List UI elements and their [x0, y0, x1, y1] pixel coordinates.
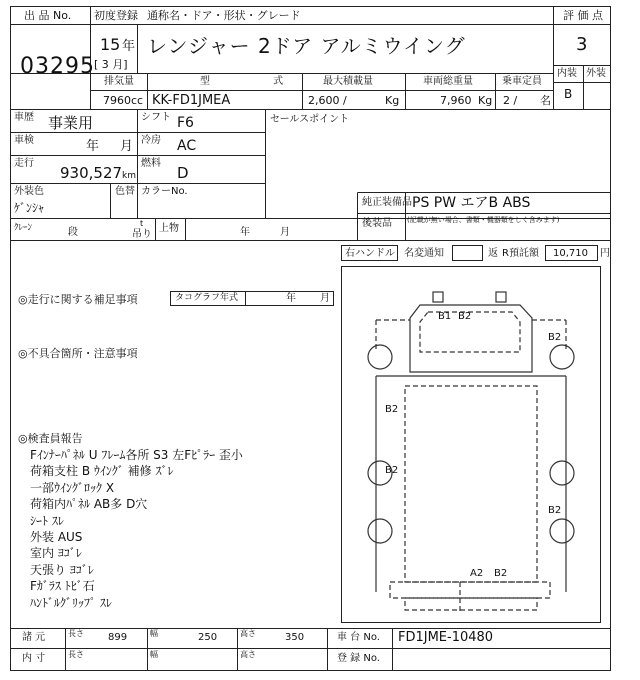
report-line: 外装 AUS: [30, 530, 83, 545]
wheel-rear1-right: [550, 461, 574, 485]
shift-value: F6: [177, 115, 194, 131]
wheel-rear2-left: [368, 519, 392, 543]
color-change-label: 色替: [115, 186, 135, 197]
tacho-month: 月: [320, 293, 330, 304]
crane-hang: 吊り: [132, 229, 152, 240]
type-value: KK-FD1JMEA: [152, 93, 231, 108]
height-label: 高さ: [240, 629, 256, 638]
first-reg-label: 初度登録: [94, 9, 138, 22]
aftermarket-note: (記載が無い場合、書類・機器類をしく含みます): [407, 216, 560, 224]
displacement-value: 7960: [103, 94, 131, 107]
chassis-value: FD1JME-10480: [398, 630, 494, 645]
cargo-box: [405, 386, 537, 582]
damage-mark: B1: [438, 311, 452, 322]
shift-label: シフト: [141, 112, 171, 123]
report-line: 一部ｳｲﾝｸﾞﾛｯｸ X: [30, 480, 115, 495]
reg-month: [ 3 月]: [94, 58, 128, 71]
grade-value: 3: [576, 34, 588, 55]
inspection-label: 車検: [14, 135, 34, 146]
damage-mark: B2: [385, 404, 399, 415]
history-value: 事業用: [48, 114, 94, 132]
upper-month: 月: [280, 227, 290, 238]
recycle-unit: 円: [600, 248, 610, 259]
wheel-front-right: [550, 345, 574, 369]
chassis-label: 車 台 No.: [337, 632, 380, 643]
ac-label: 冷房: [141, 135, 161, 146]
report-line: ｼｰﾄ ｽﾚ: [30, 513, 64, 528]
lot-number: 03295: [20, 54, 95, 79]
color-no-label: カラーNo.: [141, 186, 188, 197]
reg-year-unit: 年: [122, 39, 136, 54]
grade-label: 評 価 点: [563, 9, 603, 22]
damage-mark: B2: [385, 465, 399, 476]
ac-value: AC: [177, 138, 197, 154]
displacement-unit: cc: [131, 94, 144, 107]
max-load-label: 最大積載量: [323, 76, 373, 87]
supplement-heading: ◎走行に関する補足事項: [18, 293, 138, 306]
interior-length-label: 長さ: [68, 650, 84, 659]
recycle-label: R預託額: [502, 248, 539, 259]
mileage-value: 930,527: [60, 164, 123, 182]
length-label: 長さ: [68, 629, 84, 638]
inspector-heading: ◎検査員報告: [18, 432, 83, 445]
report-line: Fｶﾞﾗｽ ﾄﾋﾞ石: [30, 579, 95, 594]
tacho-year: 年: [286, 293, 296, 304]
recycle-value: 10,710: [553, 248, 588, 259]
mileage-return: 返: [488, 248, 498, 259]
history-label: 車歴: [14, 112, 34, 123]
reg-year: 15: [100, 35, 121, 54]
max-load-unit: Kg: [385, 94, 400, 107]
ext-color-label: 外装色: [14, 186, 44, 197]
interior-height-label: 高さ: [240, 650, 256, 659]
aftermarket-label: 後装品: [362, 218, 392, 229]
report-line: 荷箱支柱 B ｳｲﾝｸﾞ 補修 ｽﾞﾚ: [30, 464, 174, 479]
mileage-unit: km: [122, 171, 136, 181]
gross-weight-value: 7,960: [440, 94, 472, 107]
upper-year: 年: [240, 227, 250, 238]
fuel-value: D: [177, 164, 189, 182]
model-name: レンジャー 2ドア アルミウイング: [147, 34, 466, 58]
gross-weight-unit: Kg: [478, 94, 493, 107]
name-change-label: 名変通知: [404, 248, 444, 259]
mileage-label: 走行: [14, 158, 34, 169]
lot-label: 出 品 No.: [24, 9, 72, 22]
width-label: 幅: [150, 629, 158, 638]
sales-point-label: セールスポイント: [270, 114, 350, 125]
mirror-right: [496, 292, 506, 302]
report-line: 室内 ﾖｺﾞﾚ: [30, 546, 82, 561]
upper-label: 上物: [159, 223, 179, 234]
report-line: 天張り ﾖｺﾞﾚ: [30, 562, 94, 577]
damage-mark: A2: [470, 568, 484, 579]
mirror-left: [433, 292, 443, 302]
displacement-label: 排気量: [104, 76, 134, 87]
inspector-report: [30, 447, 243, 611]
report-line: 荷箱内ﾊﾟﾈﾙ AB多 D穴: [30, 497, 148, 512]
fuel-label: 燃料: [141, 158, 161, 169]
interior-width-label: 幅: [150, 650, 158, 659]
interior-grade: B: [564, 87, 573, 101]
tacho-label: タコグラフ年式: [175, 293, 239, 303]
inspection-month: 月: [120, 139, 134, 154]
defect-heading: ◎不具合箇所・注意事項: [18, 347, 138, 360]
gross-weight-label: 車両総重量: [423, 76, 473, 87]
max-load-value: 2,600 /: [308, 94, 347, 107]
damage-mark: B2: [494, 568, 508, 579]
inspection-year: 年: [86, 139, 100, 154]
crane-label: ｸﾚｰﾝ: [14, 223, 33, 233]
exterior-label: 外装: [586, 68, 606, 79]
right-hand-drive: 右ハンドル: [345, 248, 395, 259]
damage-mark: B2: [548, 332, 562, 343]
type-label: 型 式: [200, 76, 314, 87]
crane-stage: 段: [68, 227, 78, 238]
wheel-rear2-right: [550, 519, 574, 543]
reg-no-label: 登 録 No.: [337, 653, 380, 664]
damage-mark: B2: [458, 311, 472, 322]
report-line: Fｲﾝﾅｰﾊﾟﾈﾙ U ﾌﾚｰﾑ各所 S3 左Fﾋﾟﾗｰ 歪小: [30, 448, 243, 462]
equipment-label: 純正装備品: [362, 197, 412, 208]
interior-label: 内装: [557, 68, 577, 79]
report-line: ﾊﾝﾄﾞﾙｸﾞﾘｯﾌﾟ ｽﾚ: [30, 595, 112, 610]
interior-dims-label: 内 寸: [22, 653, 46, 664]
wheel-front-left: [368, 345, 392, 369]
width-value: 250: [198, 632, 218, 643]
model-label: 通称名・ドア・形状・グレード: [147, 9, 301, 22]
height-value: 350: [285, 632, 305, 643]
capacity-value: 2 /: [503, 94, 518, 107]
capacity-unit: 名: [540, 94, 551, 107]
length-value: 899: [108, 632, 128, 643]
dims-label: 諸 元: [22, 632, 46, 643]
equipment-value: PS PW エアB ABS: [412, 195, 531, 211]
capacity-label: 乗車定員: [502, 76, 542, 87]
crane-t: t: [140, 219, 144, 228]
damage-mark: B2: [548, 505, 562, 516]
ext-color-value: ｹﾞﾝｼｬ: [14, 201, 45, 215]
